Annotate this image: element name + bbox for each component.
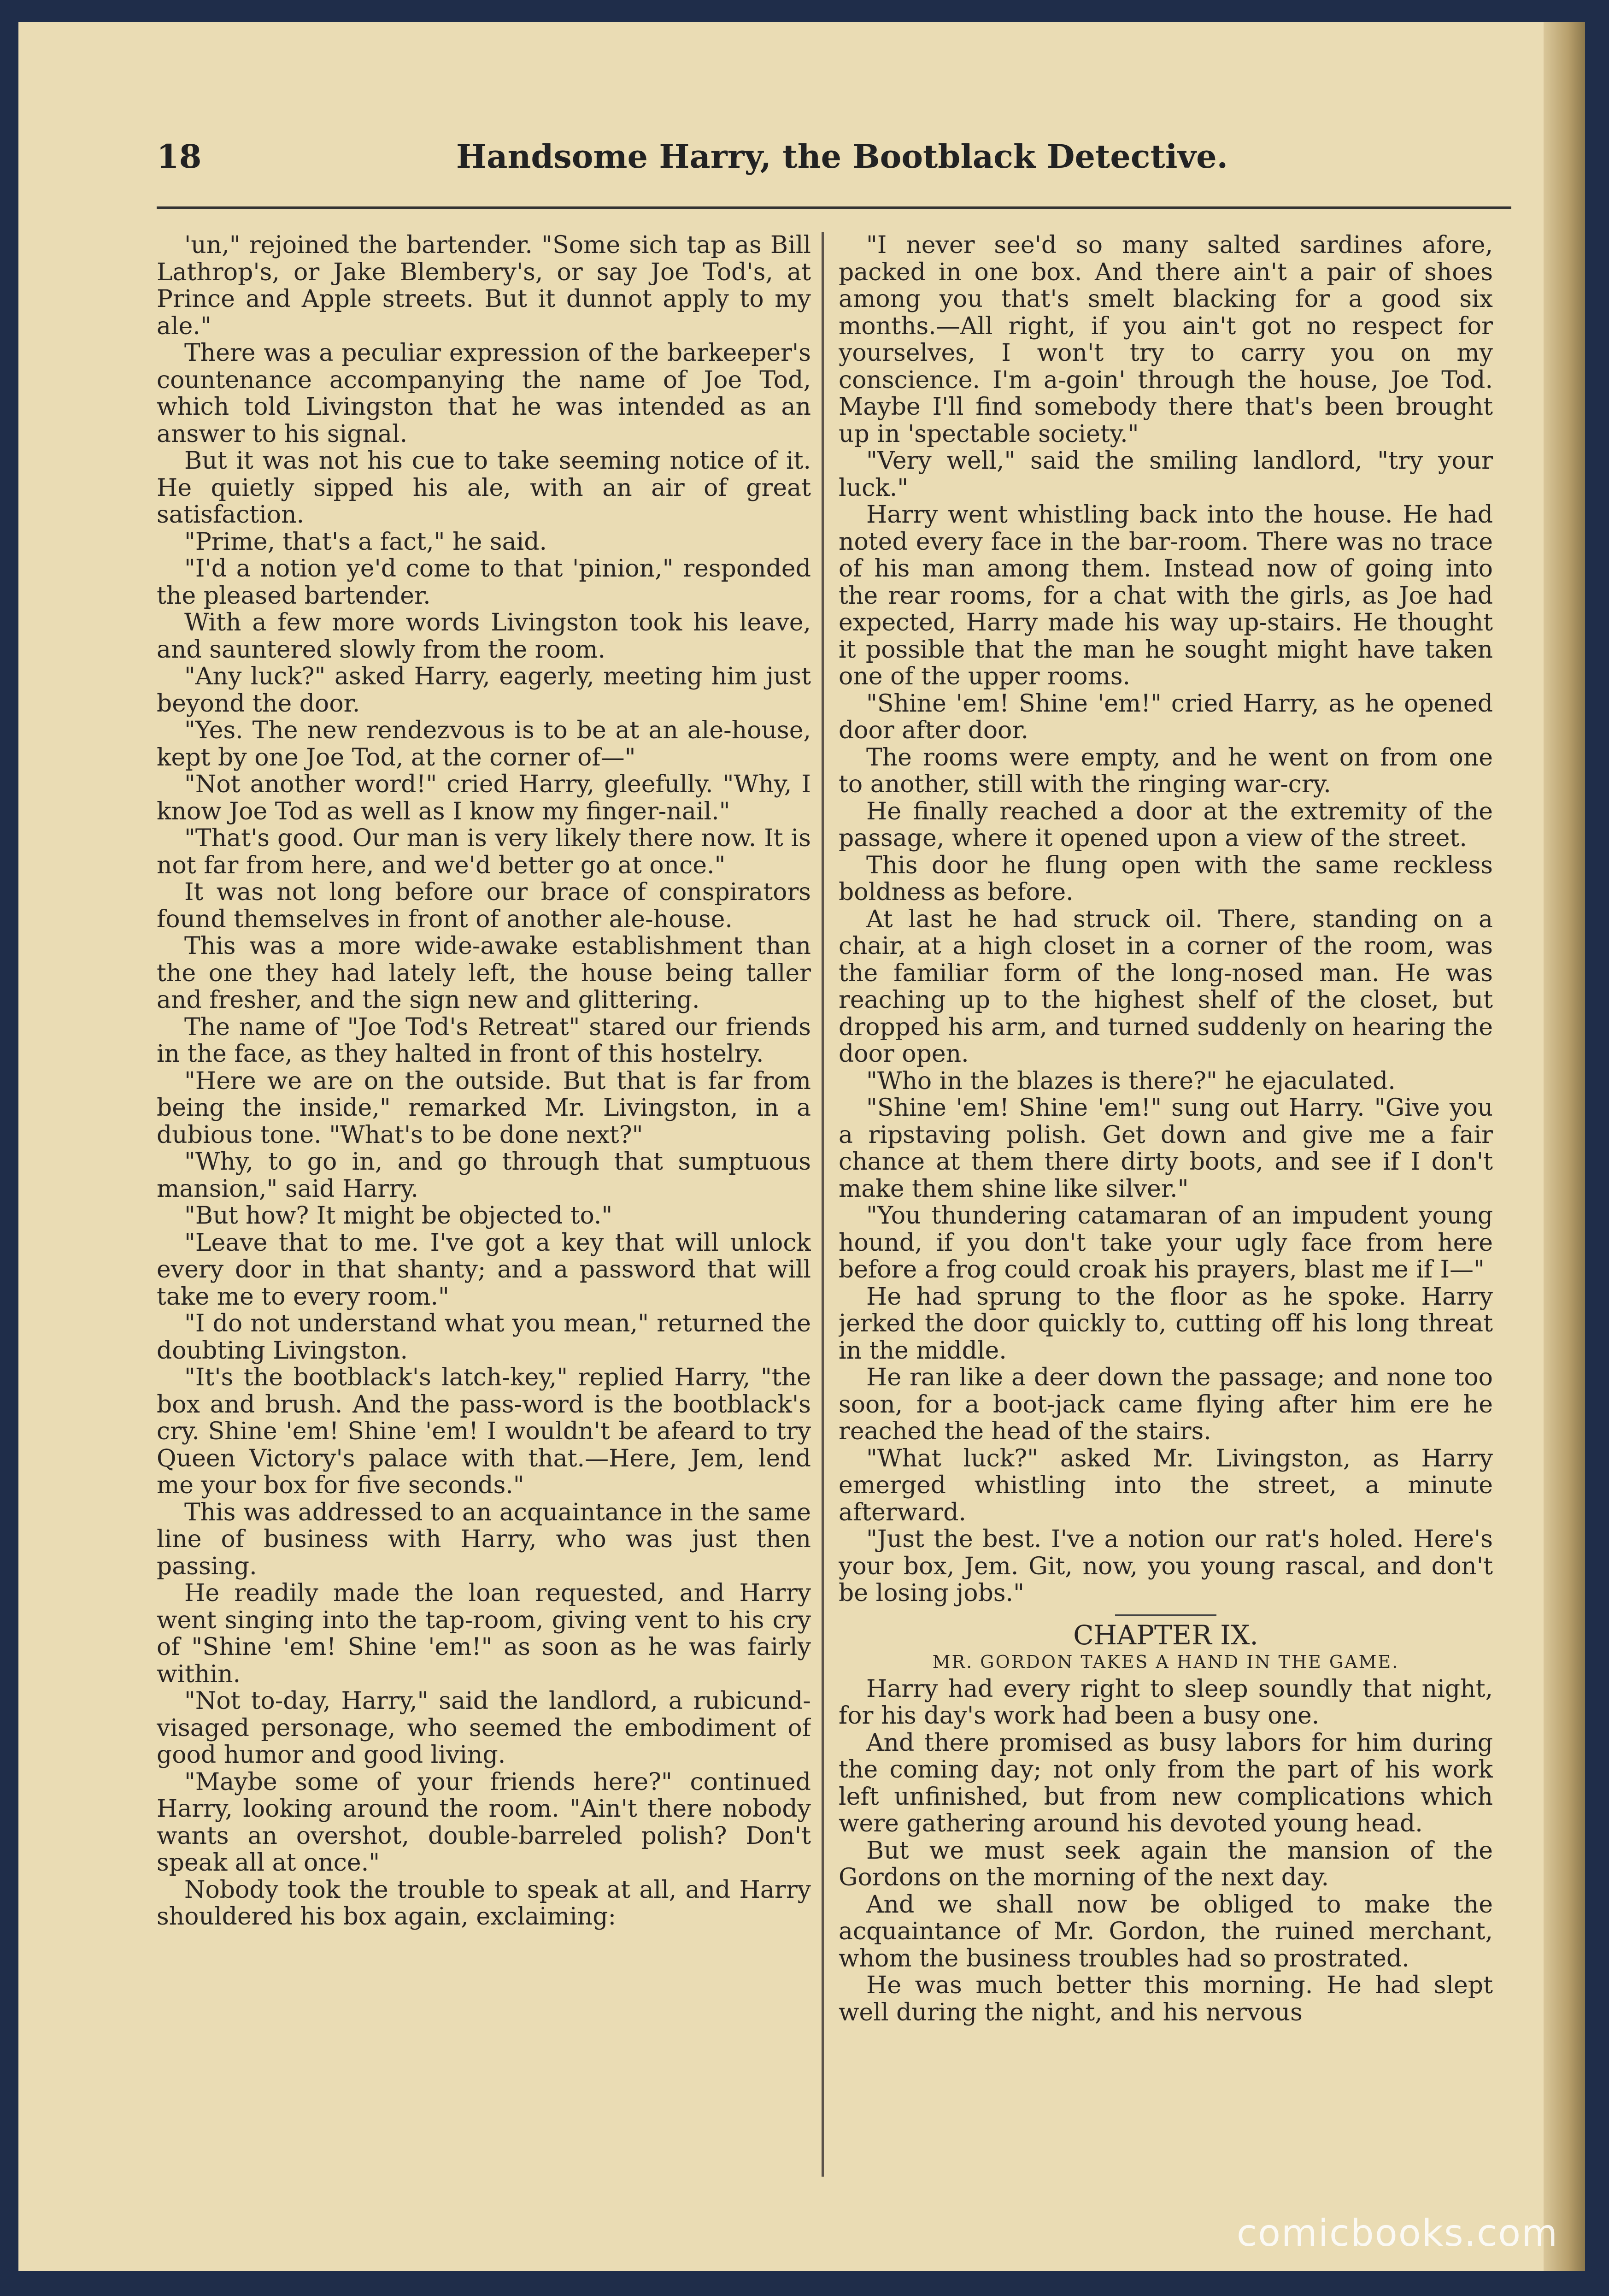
right-column [839,232,1493,2177]
paragraph: Harry went whistling back into the house. He had noted every face in the bar-room. There was no trace of his man among them. Instead now of going into the rear rooms, for a chat with the girls, as Joe had expected, Harry made his way up-stairs. He thought it possible that the man he sought might have taken one of the upper rooms. [839,501,1493,690]
page-header [157,137,1511,209]
chapter-rule [1115,1614,1216,1616]
paragraph: "Prime, that's a fact," he said. [184,528,547,556]
paragraph: He had sprung to the floor as he spoke. Harry jerked the door quickly to, cutting off his long threat in the middle. [839,1283,1493,1365]
chapter-subtitle: MR. GORDON TAKES A HAND IN THE GAME. [932,1652,1399,1672]
paragraph: But we must seek again the mansion of the Gordons on the morning of the next day. [839,1837,1493,1891]
paragraph: "Very well," said the smiling landlord, "try your luck." [839,447,1493,502]
chapter-title: CHAPTER IX. [1073,1619,1258,1651]
paragraph: This door he flung open with the same reckless boldness as before. [839,851,1493,906]
paragraph: "Here we are on the outside. But that is far from being the inside," remarked Mr. Livingston, in a dubious tone. "What's to be done next?" [157,1067,811,1149]
paragraph: But it was not his cue to take seeming notice of it. He quietly sipped his ale, with an air of great satisfaction. [157,447,811,529]
paragraph: He readily made the loan requested, and Harry went singing into the tap-room, giving vent to his cry of "Shine 'em! Shine 'em!" as soon as he was fairly within. [157,1579,811,1688]
paragraph: "Why, to go in, and go through that sumptuous mansion," said Harry. [157,1148,811,1203]
paragraph: This was addressed to an acquaintance in the same line of business with Harry, who was just then passing. [157,1498,811,1580]
page-spine [1544,22,1585,2271]
paragraph: "Not another word!" cried Harry, gleefully. "Why, I know Joe Tod as well as I know my finger-nail." [157,771,811,825]
paragraph: "That's good. Our man is very likely there now. It is not far from here, and we'd better go at once." [157,824,811,879]
paragraph: With a few more words Livingston took his leave, and sauntered slowly from the room. [157,609,811,664]
paragraph: And there promised as busy labors for him during the coming day; not only from the part of his work left unfinished, but from new complications which were gathering around his devoted young head. [839,1729,1493,1837]
column-divider [822,232,824,2177]
paragraph: This was a more wide-awake establishment than the one they had lately left, the house being taller and fresher, and the sign new and glittering. [157,932,811,1014]
paragraph: "Any luck?" asked Harry, eagerly, meeting him just beyond the door. [157,663,811,718]
paragraph: "Leave that to me. I've got a key that will unlock every door in that shanty; and a password that will take me to every room." [157,1229,811,1311]
paragraph: He was much better this morning. He had slept well during the night, and his nervous [839,1972,1493,2026]
paragraph: "But how? It might be objected to." [184,1202,613,1230]
paragraph: "It's the bootblack's latch-key," replied Harry, "the box and brush. And the pass-word is the bootblack's cry. Shine 'em! Shine 'em! I wouldn't be afeard to try Queen Victory's palace with that.—Here, Jem, lend me your box for five seconds." [157,1364,811,1499]
paragraph: "What luck?" asked Mr. Livingston, as Harry emerged whistling into the street, a minute afterward. [839,1444,1493,1526]
paragraph: He ran like a deer down the passage; and none too soon, for a boot-jack came flying after him ere he reached the head of the stairs. [839,1364,1493,1445]
watermark: comicbooks.com [1236,2212,1558,2255]
paragraph: The name of "Joe Tod's Retreat" stared our friends in the face, as they halted in front of this hostelry. [157,1013,811,1068]
paragraph: "I do not understand what you mean," returned the doubting Livingston. [157,1310,811,1365]
paragraph: "I'd a notion ye'd come to that 'pinion," responded the pleased bartender. [157,555,811,610]
paragraph: "Yes. The new rendezvous is to be at an ale-house, kept by one Joe Tod, at the corner of—" [157,717,811,771]
paragraph: The rooms were empty, and he went on from one to another, still with the ringing war-cry. [839,743,1493,798]
paragraph: "Just the best. I've a notion our rat's holed. Here's your box, Jem. Git, now, you young rascal, and don't be losing jobs." [839,1525,1493,1607]
running-title: Handsome Harry, the Bootblack Detective. [456,137,1228,176]
paragraph: At last he had struck oil. There, standing on a chair, at a high closet in a corner of the room, was the familiar form of the long-nosed man. He was reaching up to the highest shelf of the closet, but dropped his arm, and turned suddenly on hearing the door open. [839,905,1493,1068]
paragraph: There was a peculiar expression of the barkeeper's countenance accompanying the name of Joe Tod, which told Livingston that he was intended as an answer to his signal. [157,339,811,448]
page-number: 18 [157,137,202,176]
paragraph: It was not long before our brace of conspirators found themselves in front of another ale-house. [157,878,811,933]
left-column [157,232,811,2177]
paragraph: "Maybe some of your friends here?" continued Harry, looking around the room. "Ain't there nobody wants an overshot, double-barreled polish? Don't speak all at once." [157,1768,811,1877]
paragraph: Nobody took the trouble to speak at all, and Harry shouldered his box again, exclaiming: [157,1876,811,1931]
paragraph: "Shine 'em! Shine 'em!" cried Harry, as he opened door after door. [839,689,1493,744]
paragraph: And we shall now be obliged to make the acquaintance of Mr. Gordon, the ruined merchant, whom the business troubles had so prostrated. [839,1890,1493,1972]
paragraph: "I never see'd so many salted sardines afore, packed in one box. And there ain't a pair of shoes among you that's smelt blacking for a good six months.—All right, if you ain't got no respect for yourselves, I won't try to carry you on my conscience. I'm a-goin' through the house, Joe Tod. Maybe I'll find somebody there that's been brought up in 'spectable society." [839,232,1493,448]
paragraph: Harry had every right to sleep soundly that night, for his day's work had been a busy one. [839,1675,1493,1730]
paragraph: "Shine 'em! Shine 'em!" sung out Harry. "Give you a ripstaving polish. Get down and give me a fair chance at them there dirty boots, and see if I don't make them shine like silver." [839,1094,1493,1203]
paragraph: He finally reached a door at the extremity of the passage, where it opened upon a view of the street. [839,797,1493,852]
paragraph: 'un," rejoined the bartender. "Some sich tap as Bill Lathrop's, or Jake Blembery's, or say Joe Tod's, at Prince and Apple streets. But it dunnot apply to my ale." [157,232,811,340]
paragraph: "Not to-day, Harry," said the landlord, a rubicund-visaged personage, who seemed the embodiment of good humor and good living. [157,1687,811,1769]
paragraph: "You thundering catamaran of an impudent young hound, if you don't take your ugly face from here before a frog could croak his prayers, blast me if I—" [839,1202,1493,1283]
paragraph: "Who in the blazes is there?" he ejaculated. [866,1067,1396,1095]
book-page [18,22,1585,2271]
